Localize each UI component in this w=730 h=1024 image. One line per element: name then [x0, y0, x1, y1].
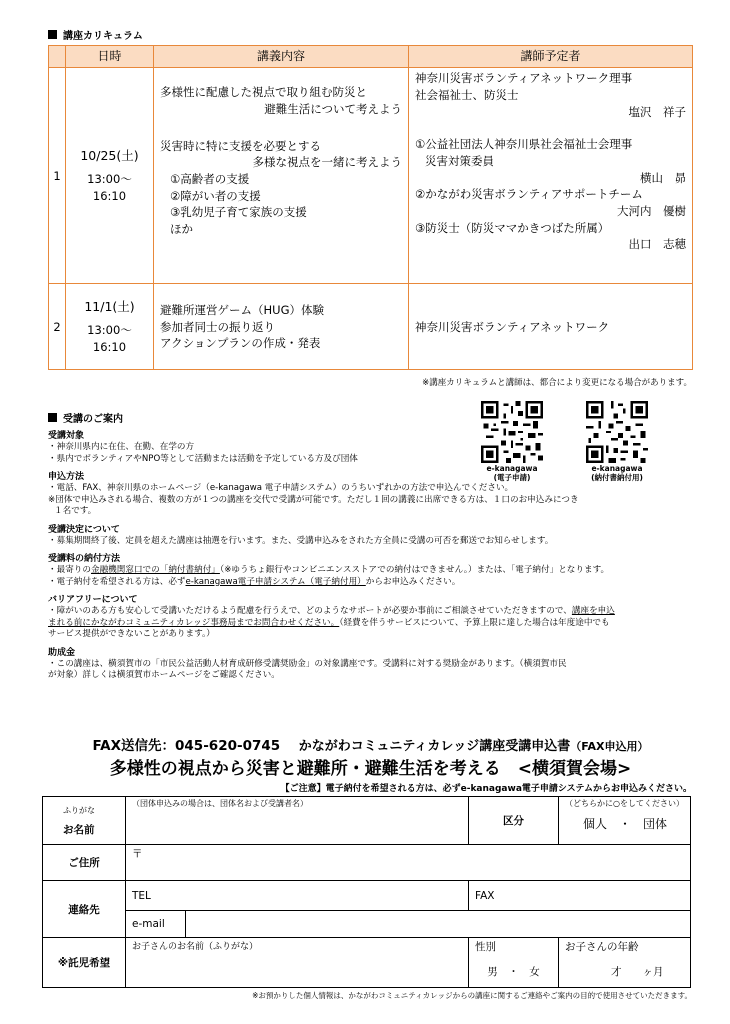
kubun-field[interactable]: （どちらかに○をしてください） 個人 ・ 団体 [559, 797, 691, 845]
square-bullet-icon [48, 30, 57, 39]
contact-label: 連絡先 [43, 881, 126, 938]
form-title: 多様性の視点から災害と避難所・避難生活を考える <横須賀会場> [109, 759, 632, 779]
name-label-cell: ふりがな お名前 [43, 797, 126, 845]
apply-heading: 申込方法 [48, 472, 85, 483]
address-field[interactable]: 〒 [126, 845, 691, 881]
row-datetime: 10/25(土) 13:00～ 16:10 [66, 68, 154, 284]
header-lecturer: 講師予定者 [409, 46, 693, 68]
fax-field[interactable] [559, 881, 691, 911]
target-heading: 受講対象 [48, 431, 85, 441]
privacy-note: ※お預かりした個人情報は、かながわコミュニティカレッジからの講座に関するご連絡やご案内の目的で使用させていただきます。 [252, 991, 692, 1000]
header-content: 講義内容 [154, 46, 409, 68]
kubun-label: 区分 [469, 797, 559, 845]
fax-number: 045-620-0745 [175, 738, 281, 754]
qr-caption: e-kanagawa (納付書納付用) [591, 464, 643, 482]
row-lecturers: 神奈川災害ボランティアネットワーク理事 社会福祉士、防災士 塩沢 祥子 ①公益社団法人神奈川県社会福祉士会理事 災害対策委員 横山 昴 ②かながわ災害ボランティアサポートチーム 大河内 優樹 ③防災士（防災ママかきつばた所属） 出口 志穂 [409, 68, 693, 284]
row-datetime: 11/1(土) 13:00～ 16:10 [66, 284, 154, 370]
attention-note: 【ご注意】電子納付を希望される方は、必ずe-kanagawa電子申請システムからお申込みください。 [280, 784, 692, 794]
row-content: 避難所運営ゲーム（HUG）体験 参加者同士の振り返り アクションプランの作成・発表 [154, 284, 409, 370]
name-field[interactable]: （団体申込みの場合は、団体名および受講者名） [126, 797, 469, 845]
fax-header: FAX送信先：045-620-0745 かながわコミュニティカレッジ講座受講申込書（FAX申込用） [92, 738, 649, 754]
email-label: e-mail [126, 911, 186, 938]
curriculum-heading: 講座カリキュラム [48, 27, 143, 42]
email-field[interactable] [186, 911, 691, 938]
row-lecturers: 神奈川災害ボランティアネットワーク [409, 284, 693, 370]
square-bullet-icon [48, 413, 57, 422]
fee-heading: 受講料の納付方法 [48, 554, 121, 565]
application-form [42, 796, 691, 988]
qr-caption: e-kanagawa (電子申請) [486, 464, 538, 482]
info-heading: 受講のご案内 [48, 410, 123, 425]
decision-heading: 受講決定について [48, 524, 120, 535]
gender-field[interactable]: 性別 男 ・ 女 [469, 938, 559, 988]
curriculum-header-row [49, 46, 693, 68]
row-content: 多様性に配慮した視点で取り組む防災と 避難生活について考えよう 災害時に特に支援を必要とする 多様な視点を一緒に考えよう ①高齢者の支援 ②障がい者の支援 ③乳幼児子育て家族の支援 ほか [154, 68, 409, 284]
header-date: 日時 [66, 46, 154, 68]
curriculum-row [49, 68, 693, 284]
curriculum-row [49, 284, 693, 370]
tel-field[interactable]: TEL [126, 881, 469, 911]
row-number: 1 [49, 68, 66, 284]
grant-heading: 助成金 [48, 647, 76, 658]
curriculum-note: ※講座カリキュラムと講師は、都合により変更になる場合があります。 [422, 378, 692, 388]
curriculum-table [48, 45, 693, 370]
child-name-field[interactable]: お子さんのお名前（ふりがな） [126, 938, 469, 988]
address-label: ご住所 [43, 845, 126, 881]
barrier-free-heading: バリアフリーについて [48, 595, 138, 606]
child-age-field[interactable]: お子さんの年齢 才 ヶ月 [559, 938, 691, 988]
row-number: 2 [49, 284, 66, 370]
childcare-label: ※託児希望 [43, 938, 126, 988]
fax-label: FAX [469, 881, 559, 911]
info-section: 受講対象 ・神奈川県内に在住、在勤、在学の方 ・県内でボランティアやNPO等として活動または活動を予定している方及び団体 申込方法 ・電話、FAX、神奈川県のホームページ（e-kanagawa 電子申請システム）のうちいずれかの方法で申込んでください。 ※団体で申込みされる場合、複数の方が１つの講座を交代で受講が可能です。ただし１回の講義に出席できる方は、１口のお申込みにつき １名です。 受講決定について ・募集期間終了後、定員を超えた講座は抽選を行います。また、受講申込みをされた方全員に受講の可否を郵送でお知らせします。 受講料の納付方法 ・最寄りの金融機関窓口での「納付書納付」（※ゆうちょ銀行やコンビニエンスストアでの納付はできません。）または、「電子納付」となります。 ・電子納付を希望される方は、必ずe-kanagawa電子申請システム（電子納付用）からお申込みください。 バリアフリーについて ・障がいのある方も安心して受講いただけるよう配慮を行うえで、どのようなサポートが必要か事前にご相談させていただきますので、講座を申込 まれる前にかながわコミュニティカレッジ事務局までお問合わせください。（経費を伴うサービスについて、予算上限に達した場合は年度途中でも サービス提供ができないことがあります。） 助成金 ・この講座は、横須賀市の「市民公益活動人材育成研修受講奨励金」の対象講座です。受講料に対する奨励金があります。（横須賀市民 が対象）詳しくは横須賀市ホームページをご確認ください。 [48, 430, 693, 682]
